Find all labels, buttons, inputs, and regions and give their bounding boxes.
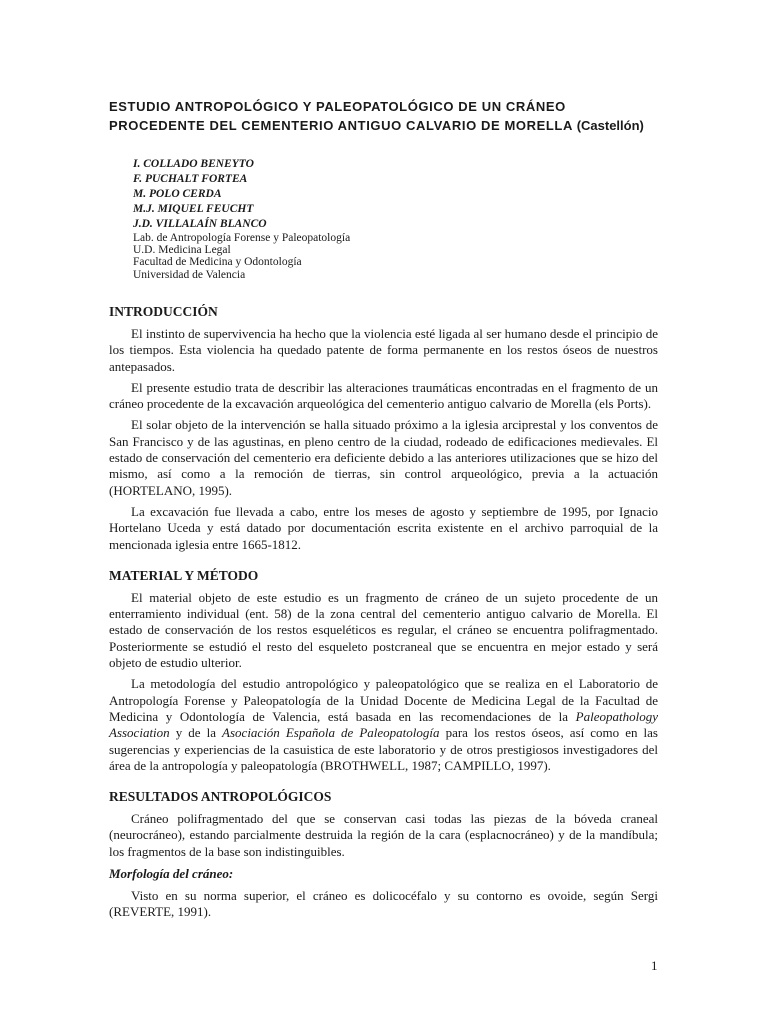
paragraph: El solar objeto de la intervención se halla situado próximo a la iglesia arciprestal y los conventos de San Francisco y de las agustinas, en pleno centro de la ciudad, rodeado de edificaciones medievales. El estado de conservación del cementerio era deficiente debido a las anteriores utilizaciones que se hizo del mismo, así como a la remoción de tierras, sin control arqueológico, previa a la actuación (HORTELANO, 1995). bbox=[109, 417, 658, 498]
paragraph bbox=[109, 676, 658, 774]
author-name: F. PUCHALT FORTEA bbox=[133, 173, 248, 185]
section-heading-introduccion: INTRODUCCIÓN bbox=[109, 304, 218, 319]
paragraph: Visto en su norma superior, el cráneo es dolicocéfalo y su contorno es ovoide, según Sergi (REVERTE, 1991). bbox=[109, 888, 658, 920]
author-name: I. COLLADO BENEYTO bbox=[133, 158, 254, 170]
paragraph: El material objeto de este estudio es un fragmento de cráneo de un sujeto procedente de un enterramiento individual (ent. 58) de la zona central del cementerio antiguo calvario de Morella. El estado de conservación de los restos esqueléticos es regular, el cráneo se encuentra polifragmentado. Posteriormente se estudió el resto del esqueleto postcraneal que se encuentra en mejor estado y será objeto de estudio ulterior. bbox=[109, 589, 658, 671]
title-location: (Castellón) bbox=[576, 118, 644, 133]
author-name: M.J. MIQUEL FEUCHT bbox=[133, 203, 254, 215]
paragraph: El presente estudio trata de describir las alteraciones traumáticas encontradas en el fragmento de un cráneo procedente de la excavación arqueológica del cementerio antiguo calvario de Morella (els Ports). bbox=[109, 379, 658, 412]
author-name: M. POLO CERDA bbox=[133, 188, 222, 200]
paragraph-text: y de la bbox=[169, 725, 223, 741]
paragraph-text: La metodología del estudio antropológico y paleopatológico que se realiza en el Laboratorio de Antropología Forense y Paleopatología de la Unidad Docente de Medicina Legal de la Facultad de Medicina y Odontología de Valencia, está basada en las recomendaciones de la bbox=[109, 676, 658, 724]
page-number: 1 bbox=[651, 958, 658, 973]
title-line-1: ESTUDIO ANTROPOLÓGICO Y PALEOPATOLÓGICO DE UN CRÁNEO bbox=[109, 99, 566, 114]
affiliation-line: Lab. de Antropología Forense y Paleopatología bbox=[133, 232, 351, 244]
author-name: J.D. VILLALAÍN BLANCO bbox=[133, 218, 267, 230]
paper-title bbox=[109, 97, 669, 135]
association-name: Paleopathology Association bbox=[109, 708, 658, 741]
association-name: Asociación Española de Paleopatología bbox=[222, 725, 440, 741]
title-line-2 bbox=[109, 116, 669, 135]
paragraph: Cráneo polifragmentado del que se conservan casi todas las piezas de la bóveda craneal (neurocráneo), estando parcialmente destruida la región de la cara (esplacnocráneo) y de la mandíbula; los fragmentos de la base son indistinguibles. bbox=[109, 811, 658, 859]
subsection-heading: Morfología del cráneo: bbox=[109, 866, 234, 882]
paragraph: El instinto de supervivencia ha hecho que la violencia esté ligada al ser humano desde el principio de los tiempos. Esta violencia ha quedado patente de forma permanente en los restos óseos de nuestros antepasados. bbox=[109, 326, 658, 374]
paragraph-text: para los restos óseos, así como en las sugerencias y experiencias de la casuistica de este laboratorio y de otros prestigiosos investigadores del área de la antropología y paleopatología (BROTHWELL, 1987; CAMPILLO, 1997). bbox=[109, 725, 658, 773]
title-line-2-main: PROCEDENTE DEL CEMENTERIO ANTIGUO CALVARIO DE MORELLA bbox=[109, 118, 573, 133]
paper-body bbox=[109, 303, 658, 926]
section-heading-material-metodo: MATERIAL Y MÉTODO bbox=[109, 567, 259, 583]
affiliation-line: Universidad de Valencia bbox=[133, 268, 246, 281]
section-heading-resultados: RESULTADOS ANTROPOLÓGICOS bbox=[109, 789, 332, 805]
author-block bbox=[133, 157, 350, 281]
paragraph: La excavación fue llevada a cabo, entre los meses de agosto y septiembre de 1995, por Ignacio Hortelano Uceda y está datado por documentación escrita existente en el archivo parroquial de la mencionada iglesia entre 1665-1812. bbox=[109, 503, 658, 552]
affiliation-line: U.D. Medicina Legal bbox=[133, 244, 231, 257]
affiliation-line: Facultad de Medicina y Odontología bbox=[133, 256, 302, 269]
